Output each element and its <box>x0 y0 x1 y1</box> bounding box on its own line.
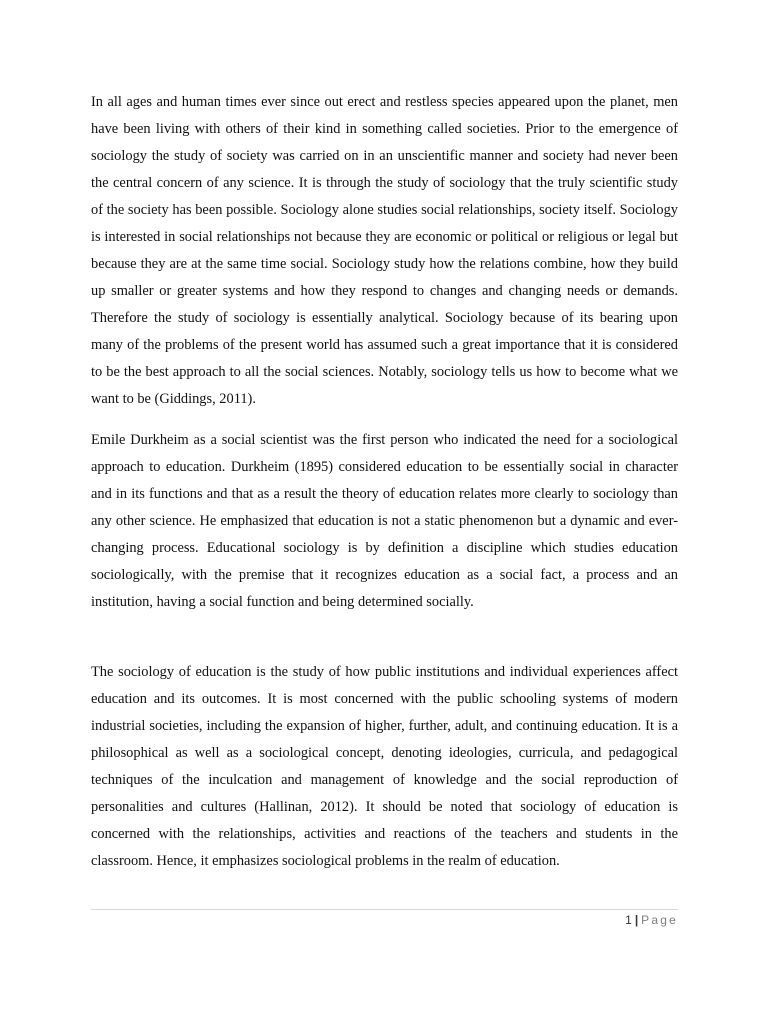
page-label: Page <box>641 913 678 927</box>
page-number: 1 <box>625 913 632 927</box>
body-paragraph-3: The sociology of education is the study of how public institutions and individual experiences affect education and its outcomes. It is most concerned with the public schooling systems of modern industrial societies, including the expansion of higher, further, adult, and continuing education. It is a philosophical as well as a sociological concept, denoting ideologies, curricula, and pedagogical techniques of the inculcation and management of knowledge and the social reproduction of personalities and cultures (Hallinan, 2012). It should be noted that sociology of education is concerned with the relationships, activities and reactions of the teachers and students in the classroom. Hence, it emphasizes sociological problems in the realm of education. <box>91 664 678 869</box>
footer-separator: | <box>634 913 639 927</box>
body-paragraph-2: Emile Durkheim as a social scientist was the first person who indicated the need for a sociological approach to education. Durkheim (1895) considered education to be essentially social in character and in its functions and that as a result the theory of education relates more clearly to sociology than any other science. He emphasized that education is not a static phenomenon but a dynamic and ever-changing process. Educational sociology is by definition a discipline which studies education sociologically, with the premise that it recognizes education as a social fact, a process and an institution, having a social function and being determined socially. <box>91 432 678 610</box>
page-footer <box>625 911 678 929</box>
footer-divider <box>91 909 678 910</box>
body-paragraph-1: In all ages and human times ever since out erect and restless species appeared upon the planet, men have been living with others of their kind in something called societies. Prior to the emergence of sociology the study of society was carried on in an unscientific manner and society had never been the central concern of any science. It is through the study of sociology that the truly scientific study of the society has been possible. Sociology alone studies social relationships, society itself. Sociology is interested in social relationships not because they are economic or political or religious or legal but because they are at the same time social. Sociology study how the relations combine, how they build up smaller or greater systems and how they respond to changes and changing needs or demands. Therefore the study of sociology is essentially analytical. Sociology because of its bearing upon many of the problems of the present world has assumed such a great importance that it is considered to be the best approach to all the social sciences. Notably, sociology tells us how to become what we want to be (Giddings, 2011). <box>91 94 678 407</box>
